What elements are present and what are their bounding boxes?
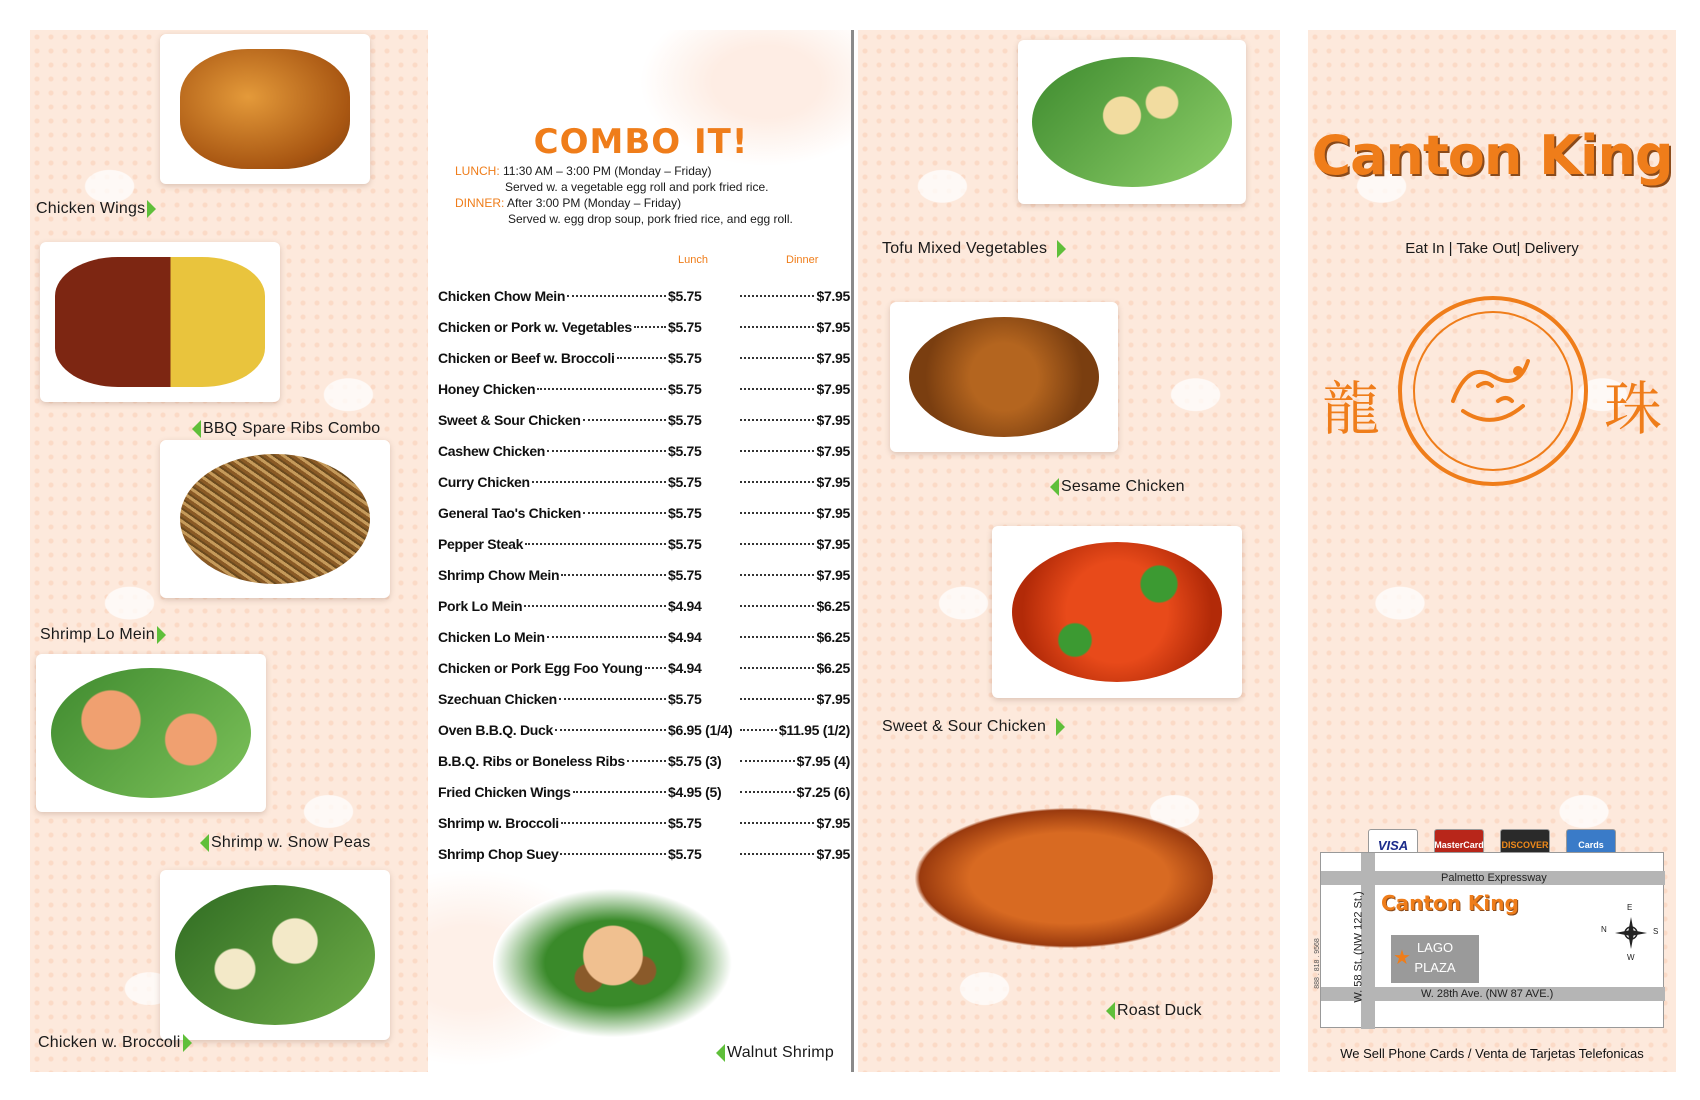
menu-row xyxy=(438,443,850,474)
menu-row xyxy=(438,722,850,753)
photo-chicken-wings xyxy=(160,34,370,184)
menu-row xyxy=(438,784,850,815)
menu-item-name: Curry Chicken xyxy=(438,474,530,490)
menu-row xyxy=(438,815,850,846)
menu-row xyxy=(438,319,850,350)
label-58-st: W. 58 St. (NW 122 St.) xyxy=(1352,891,1365,1003)
photo-sesame-chicken xyxy=(890,302,1118,452)
menu-item-lunch-price: $5.75 xyxy=(668,443,702,459)
menu-item-dinner-price: $7.95 xyxy=(816,505,850,521)
dinner-hours: DINNER: After 3:00 PM (Monday – Friday) xyxy=(455,196,682,210)
photo-shrimp-lo-mein xyxy=(160,440,390,598)
label-palmetto: Palmetto Expressway xyxy=(1441,872,1547,884)
menu-item-name: Cashew Chicken xyxy=(438,443,546,459)
menu-item-name: Pork Lo Mein xyxy=(438,598,523,614)
menu-row xyxy=(438,381,850,412)
photo-walnut-shrimp xyxy=(478,878,748,1048)
left-photo-panel xyxy=(30,30,428,1072)
menu-item-dinner-price: $6.25 xyxy=(816,629,850,645)
photo-chicken-broccoli xyxy=(160,870,390,1040)
menu-row xyxy=(438,567,850,598)
menu-item-name: Chicken or Beef w. Broccoli xyxy=(438,350,615,366)
menu-row xyxy=(438,629,850,660)
menu-item-name: Pepper Steak xyxy=(438,536,524,552)
cover-panel xyxy=(1308,30,1676,1072)
menu-item-dinner-price: $7.95 (4) xyxy=(796,753,850,769)
menu-item-dinner-price: $7.95 xyxy=(816,443,850,459)
menu-item-lunch-price: $4.94 xyxy=(668,629,702,645)
lunch-hours: LUNCH: 11:30 AM – 3:00 PM (Monday – Friday) xyxy=(455,164,712,178)
photo-bbq-spare-ribs xyxy=(40,242,280,402)
discover-card-icon: DISCOVER xyxy=(1500,829,1550,861)
menu-item-dinner-price: $7.95 xyxy=(816,536,850,552)
menu-item-dinner-price: $7.95 xyxy=(816,350,850,366)
label-chicken-wings: Chicken Wings xyxy=(36,200,156,218)
menu-item-lunch-price: $4.95 (5) xyxy=(668,784,722,800)
menu-item-dinner-price: $7.95 xyxy=(816,691,850,707)
compass-s: S xyxy=(1653,927,1659,936)
menu-item-name: Shrimp w. Broccoli xyxy=(438,815,559,831)
label-tofu-mixed-vegetables: Tofu Mixed Vegetables xyxy=(882,240,1066,258)
menu-item-lunch-price: $5.75 (3) xyxy=(668,753,722,769)
menu-item-lunch-price: $4.94 xyxy=(668,660,702,676)
menu-item-name: Honey Chicken xyxy=(438,381,536,397)
photo-roast-duck xyxy=(868,760,1238,996)
arrow-left-icon xyxy=(200,834,209,852)
menu-item-name: Shrimp Chop Suey xyxy=(438,846,559,862)
label-sesame-chicken: Sesame Chicken xyxy=(1050,478,1185,496)
menu-item-name: Shrimp Chow Mein xyxy=(438,567,560,583)
photo-sweet-sour-chicken xyxy=(992,526,1242,698)
arrow-right-icon xyxy=(1056,718,1065,736)
menu-item-name: General Tao's Chicken xyxy=(438,505,582,521)
menu-item-lunch-price: $6.95 (1/4) xyxy=(668,722,733,738)
menu-item-dinner-price: $7.95 xyxy=(816,474,850,490)
location-map xyxy=(1320,852,1664,1028)
column-dinner: Dinner xyxy=(786,254,819,266)
menu-item-lunch-price: $5.75 xyxy=(668,536,702,552)
restaurant-title: Canton King xyxy=(1311,124,1673,187)
menu-item-lunch-price: $5.75 xyxy=(668,567,702,583)
compass-n: N xyxy=(1601,925,1607,934)
amex-card-icon: Cards xyxy=(1566,829,1616,861)
map-restaurant-name: Canton King xyxy=(1381,891,1519,915)
menu-item-dinner-price: $7.95 xyxy=(816,567,850,583)
menu-item-lunch-price: $5.75 xyxy=(668,505,702,521)
menu-item-dinner-price: $7.95 xyxy=(816,288,850,304)
menu-row xyxy=(438,598,850,629)
lunch-desc: Served w. a vegetable egg roll and pork fried rice. xyxy=(505,180,769,194)
label-bbq-spare-ribs: BBQ Spare Ribs Combo xyxy=(192,420,380,438)
lago-plaza: LAGO PLAZA xyxy=(1391,935,1479,983)
label-sweet-sour-chicken: Sweet & Sour Chicken xyxy=(882,718,1065,736)
location-star-icon: ★ xyxy=(1393,947,1411,969)
menu-item-dinner-price: $7.95 xyxy=(816,846,850,862)
phone-cards-notice: We Sell Phone Cards / Venta de Tarjetas Telefonicas xyxy=(1340,1046,1644,1061)
menu-item-dinner-price: $7.95 xyxy=(816,815,850,831)
arrow-left-icon xyxy=(1106,1002,1115,1020)
menu-item-lunch-price: $5.75 xyxy=(668,815,702,831)
arrow-left-icon xyxy=(716,1044,725,1062)
menu-row xyxy=(438,691,850,722)
combo-menu-list xyxy=(438,288,850,877)
arrow-right-icon xyxy=(1057,240,1066,258)
menu-row xyxy=(438,350,850,381)
menu-row xyxy=(438,753,850,784)
menu-item-dinner-price: $7.95 xyxy=(816,381,850,397)
arrow-right-icon xyxy=(183,1034,192,1052)
dragon-icon xyxy=(1413,311,1573,471)
menu-item-lunch-price: $5.75 xyxy=(668,412,702,428)
menu-item-lunch-price: $5.75 xyxy=(668,381,702,397)
combo-title: COMBO IT! xyxy=(533,122,749,162)
label-roast-duck: Roast Duck xyxy=(1106,1002,1202,1020)
menu-row xyxy=(438,536,850,567)
menu-row xyxy=(438,846,850,877)
dinner-desc: Served w. egg drop soup, pork fried rice, and egg roll. xyxy=(508,212,793,226)
menu-item-name: Chicken Chow Mein xyxy=(438,288,566,304)
menu-item-lunch-price: $5.75 xyxy=(668,474,702,490)
label-chicken-broccoli: Chicken w. Broccoli xyxy=(38,1034,192,1052)
menu-item-name: Chicken Lo Mein xyxy=(438,629,545,645)
menu-row xyxy=(438,288,850,319)
cjk-pearl: 珠 xyxy=(1604,375,1663,443)
print-code: 888 . 818 . 9568 xyxy=(1313,938,1321,989)
photo-tofu-mixed-vegetables xyxy=(1018,40,1246,204)
arrow-right-icon xyxy=(147,200,156,218)
menu-item-name: Chicken or Pork Egg Foo Young xyxy=(438,660,643,676)
menu-item-name: Fried Chicken Wings xyxy=(438,784,571,800)
menu-item-name: Szechuan Chicken xyxy=(438,691,557,707)
arrow-left-icon xyxy=(192,420,201,438)
menu-item-lunch-price: $5.75 xyxy=(668,319,702,335)
arrow-right-icon xyxy=(157,626,166,644)
menu-item-lunch-price: $5.75 xyxy=(668,350,702,366)
mastercard-card-icon: MasterCard xyxy=(1434,829,1484,861)
menu-item-name: B.B.Q. Ribs or Boneless Ribs xyxy=(438,753,625,769)
menu-item-lunch-price: $4.94 xyxy=(668,598,702,614)
menu-row xyxy=(438,660,850,691)
label-shrimp-lo-mein: Shrimp Lo Mein xyxy=(40,626,166,644)
label-28th-ave: W. 28th Ave. (NW 87 AVE.) xyxy=(1421,988,1554,1000)
dragon-seal-logo xyxy=(1398,296,1588,486)
menu-row xyxy=(438,412,850,443)
arrow-left-icon xyxy=(1050,478,1059,496)
label-shrimp-snow-peas: Shrimp w. Snow Peas xyxy=(200,834,370,852)
menu-item-dinner-price: $7.25 (6) xyxy=(796,784,850,800)
combo-panel xyxy=(428,30,854,1072)
menu-item-dinner-price: $7.95 xyxy=(816,319,850,335)
menu-item-dinner-price: $6.25 xyxy=(816,660,850,676)
menu-item-name: Chicken or Pork w. Vegetables xyxy=(438,319,632,335)
compass-w: W xyxy=(1627,953,1635,962)
right-photo-panel xyxy=(858,30,1280,1072)
column-lunch: Lunch xyxy=(678,254,708,266)
menu-item-name: Sweet & Sour Chicken xyxy=(438,412,581,428)
menu-item-dinner-price: $11.95 (1/2) xyxy=(778,722,850,738)
menu-item-lunch-price: $5.75 xyxy=(668,691,702,707)
menu-row xyxy=(438,474,850,505)
menu-item-lunch-price: $5.75 xyxy=(668,288,702,304)
menu-item-lunch-price: $5.75 xyxy=(668,846,702,862)
compass-icon xyxy=(1601,903,1659,962)
menu-row xyxy=(438,505,850,536)
menu-item-dinner-price: $6.25 xyxy=(816,598,850,614)
photo-shrimp-snow-peas xyxy=(36,654,266,812)
label-walnut-shrimp: Walnut Shrimp xyxy=(716,1044,834,1062)
cjk-dragon: 龍 xyxy=(1322,375,1381,443)
menu-item-name: Oven B.B.Q. Duck xyxy=(438,722,554,738)
menu-item-dinner-price: $7.95 xyxy=(816,412,850,428)
compass-e: E xyxy=(1627,903,1633,912)
service-options: Eat In | Take Out| Delivery xyxy=(1405,240,1579,257)
visa-card-icon: VISA xyxy=(1368,829,1418,861)
